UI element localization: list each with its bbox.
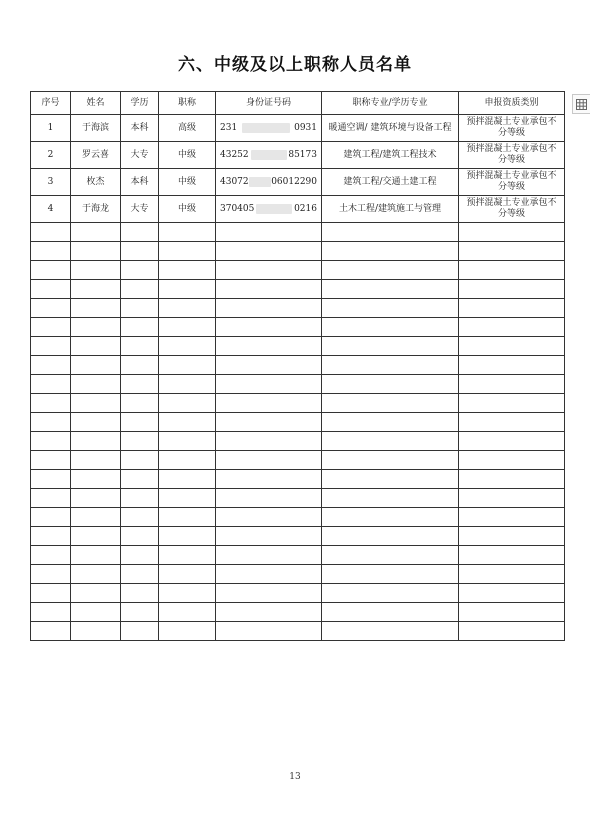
cell-id-number: [216, 115, 322, 142]
blank-cell: [322, 622, 459, 641]
cell-id-number: [216, 196, 322, 223]
blank-cell: [71, 527, 121, 546]
blank-cell: [216, 223, 322, 242]
blank-cell: [71, 584, 121, 603]
blank-cell: [322, 299, 459, 318]
cell-name: 枚杰: [71, 169, 121, 196]
blank-cell: [459, 546, 565, 565]
blank-cell: [31, 584, 71, 603]
cell-major: 建筑工程/交通土建工程: [322, 169, 459, 196]
cell-name: 于海龙: [71, 196, 121, 223]
id-suffix: 06012290: [271, 176, 317, 187]
blank-cell: [459, 603, 565, 622]
blank-cell: [71, 622, 121, 641]
blank-cell: [322, 527, 459, 546]
blank-row: [31, 375, 565, 394]
blank-cell: [159, 584, 216, 603]
cell-title: 中级: [159, 196, 216, 223]
id-suffix: 0931: [294, 122, 317, 133]
blank-cell: [216, 318, 322, 337]
cell-education: 本科: [121, 115, 159, 142]
blank-cell: [71, 470, 121, 489]
id-prefix: 231: [220, 122, 238, 133]
redaction-bar: [251, 150, 287, 160]
blank-cell: [322, 337, 459, 356]
cell-name: 罗云喜: [71, 142, 121, 169]
blank-cell: [71, 394, 121, 413]
blank-cell: [31, 489, 71, 508]
blank-cell: [322, 489, 459, 508]
blank-row: [31, 470, 565, 489]
blank-cell: [159, 470, 216, 489]
blank-cell: [216, 489, 322, 508]
table-body: [31, 115, 565, 641]
blank-row: [31, 622, 565, 641]
blank-cell: [121, 489, 159, 508]
header-education: 学历: [121, 92, 159, 115]
blank-row: [31, 280, 565, 299]
cell-index: 4: [31, 196, 71, 223]
blank-cell: [322, 356, 459, 375]
cell-major: 土木工程/建筑施工与管理: [322, 196, 459, 223]
blank-cell: [121, 603, 159, 622]
blank-cell: [322, 394, 459, 413]
blank-cell: [322, 432, 459, 451]
blank-cell: [459, 451, 565, 470]
blank-cell: [459, 432, 565, 451]
blank-row: [31, 527, 565, 546]
blank-cell: [216, 394, 322, 413]
cell-id-number: [216, 169, 322, 196]
blank-cell: [159, 432, 216, 451]
blank-cell: [71, 261, 121, 280]
cell-title: 中级: [159, 142, 216, 169]
cell-index: 1: [31, 115, 71, 142]
header-qualification: 申报资质类别: [459, 92, 565, 115]
blank-cell: [459, 261, 565, 280]
blank-cell: [322, 603, 459, 622]
blank-cell: [159, 413, 216, 432]
cell-qualification: 预拌混凝土专业承包不分等级: [459, 196, 565, 223]
blank-cell: [322, 508, 459, 527]
blank-cell: [31, 470, 71, 489]
id-prefix: 370405: [220, 203, 255, 214]
blank-cell: [216, 280, 322, 299]
blank-cell: [159, 622, 216, 641]
blank-cell: [322, 470, 459, 489]
blank-row: [31, 394, 565, 413]
blank-cell: [459, 318, 565, 337]
id-suffix: 85173: [288, 149, 317, 160]
blank-cell: [216, 470, 322, 489]
blank-cell: [121, 242, 159, 261]
blank-cell: [159, 375, 216, 394]
blank-cell: [121, 223, 159, 242]
blank-cell: [216, 356, 322, 375]
blank-cell: [31, 318, 71, 337]
blank-cell: [31, 394, 71, 413]
blank-cell: [459, 375, 565, 394]
blank-cell: [31, 337, 71, 356]
cell-education: 大专: [121, 142, 159, 169]
blank-cell: [71, 508, 121, 527]
blank-cell: [216, 451, 322, 470]
blank-cell: [121, 527, 159, 546]
blank-cell: [216, 413, 322, 432]
blank-cell: [216, 546, 322, 565]
blank-cell: [71, 280, 121, 299]
blank-cell: [159, 451, 216, 470]
cell-education: 本科: [121, 169, 159, 196]
blank-cell: [121, 432, 159, 451]
blank-cell: [121, 394, 159, 413]
blank-cell: [322, 451, 459, 470]
cell-major: 暖通空调/ 建筑环境与设备工程: [322, 115, 459, 142]
blank-cell: [322, 375, 459, 394]
blank-cell: [159, 318, 216, 337]
redaction-bar: [249, 177, 272, 187]
blank-cell: [159, 299, 216, 318]
blank-cell: [216, 375, 322, 394]
table-grid-icon[interactable]: [572, 94, 590, 114]
cell-name: 于海滨: [71, 115, 121, 142]
cell-qualification: 预拌混凝土专业承包不分等级: [459, 115, 565, 142]
blank-cell: [159, 508, 216, 527]
blank-cell: [121, 546, 159, 565]
blank-cell: [121, 584, 159, 603]
blank-cell: [121, 356, 159, 375]
blank-cell: [459, 622, 565, 641]
blank-cell: [71, 223, 121, 242]
blank-cell: [159, 261, 216, 280]
blank-row: [31, 432, 565, 451]
blank-cell: [322, 584, 459, 603]
blank-cell: [216, 337, 322, 356]
cell-id-number: [216, 142, 322, 169]
page-number: 13: [289, 772, 301, 782]
blank-cell: [159, 242, 216, 261]
blank-cell: [121, 508, 159, 527]
blank-cell: [71, 375, 121, 394]
blank-row: [31, 299, 565, 318]
page-title: 六、中级及以上职称人员名单: [178, 55, 412, 75]
blank-cell: [71, 356, 121, 375]
header-name: 姓名: [71, 92, 121, 115]
blank-cell: [121, 318, 159, 337]
blank-cell: [71, 603, 121, 622]
redaction-bar: [242, 123, 290, 133]
blank-cell: [216, 584, 322, 603]
table-row: [31, 196, 565, 223]
blank-cell: [31, 413, 71, 432]
table-row: [31, 142, 565, 169]
blank-cell: [216, 261, 322, 280]
blank-cell: [31, 527, 71, 546]
blank-cell: [121, 299, 159, 318]
blank-cell: [216, 603, 322, 622]
blank-cell: [459, 394, 565, 413]
blank-cell: [459, 565, 565, 584]
table-header-row: [31, 92, 565, 115]
blank-cell: [71, 546, 121, 565]
blank-cell: [121, 565, 159, 584]
cell-index: 2: [31, 142, 71, 169]
blank-cell: [216, 622, 322, 641]
blank-cell: [216, 242, 322, 261]
blank-cell: [322, 223, 459, 242]
blank-cell: [322, 318, 459, 337]
blank-row: [31, 603, 565, 622]
blank-cell: [459, 489, 565, 508]
blank-row: [31, 318, 565, 337]
blank-cell: [159, 603, 216, 622]
id-prefix: 43072: [220, 176, 249, 187]
blank-cell: [71, 299, 121, 318]
cell-qualification: 预拌混凝土专业承包不分等级: [459, 142, 565, 169]
blank-cell: [216, 527, 322, 546]
blank-row: [31, 242, 565, 261]
cell-major: 建筑工程/建筑工程技术: [322, 142, 459, 169]
blank-cell: [31, 280, 71, 299]
header-major: 职称专业/学历专业: [322, 92, 459, 115]
table-row: [31, 115, 565, 142]
blank-cell: [216, 565, 322, 584]
blank-cell: [322, 261, 459, 280]
blank-cell: [322, 565, 459, 584]
blank-cell: [31, 546, 71, 565]
blank-cell: [31, 299, 71, 318]
blank-cell: [31, 223, 71, 242]
blank-row: [31, 584, 565, 603]
blank-cell: [71, 318, 121, 337]
personnel-table: [30, 91, 565, 641]
blank-cell: [216, 508, 322, 527]
blank-cell: [459, 470, 565, 489]
blank-cell: [121, 261, 159, 280]
header-index: 序号: [31, 92, 71, 115]
blank-row: [31, 508, 565, 527]
blank-row: [31, 546, 565, 565]
blank-cell: [31, 622, 71, 641]
blank-cell: [71, 432, 121, 451]
blank-row: [31, 356, 565, 375]
blank-cell: [322, 242, 459, 261]
blank-cell: [159, 527, 216, 546]
blank-cell: [121, 337, 159, 356]
blank-cell: [159, 546, 216, 565]
blank-row: [31, 451, 565, 470]
blank-cell: [216, 432, 322, 451]
blank-cell: [322, 546, 459, 565]
blank-cell: [121, 413, 159, 432]
id-prefix: 43252: [220, 149, 249, 160]
blank-cell: [459, 356, 565, 375]
blank-row: [31, 223, 565, 242]
cell-qualification: 预拌混凝土专业承包不分等级: [459, 169, 565, 196]
cell-education: 大专: [121, 196, 159, 223]
blank-cell: [459, 584, 565, 603]
blank-cell: [459, 508, 565, 527]
blank-cell: [159, 565, 216, 584]
blank-cell: [31, 261, 71, 280]
blank-cell: [31, 603, 71, 622]
id-suffix: 0216: [294, 203, 317, 214]
blank-cell: [31, 375, 71, 394]
blank-cell: [459, 413, 565, 432]
cell-index: 3: [31, 169, 71, 196]
table-row: [31, 169, 565, 196]
header-title: 职称: [159, 92, 216, 115]
blank-row: [31, 565, 565, 584]
blank-cell: [121, 280, 159, 299]
blank-cell: [121, 375, 159, 394]
blank-row: [31, 413, 565, 432]
blank-cell: [121, 622, 159, 641]
blank-cell: [459, 337, 565, 356]
blank-cell: [31, 508, 71, 527]
blank-cell: [216, 299, 322, 318]
blank-cell: [459, 242, 565, 261]
blank-row: [31, 261, 565, 280]
blank-cell: [159, 223, 216, 242]
blank-cell: [322, 280, 459, 299]
blank-cell: [71, 451, 121, 470]
blank-cell: [459, 223, 565, 242]
redaction-bar: [256, 204, 292, 214]
blank-cell: [31, 356, 71, 375]
blank-cell: [71, 565, 121, 584]
blank-cell: [459, 527, 565, 546]
blank-cell: [121, 451, 159, 470]
blank-cell: [121, 470, 159, 489]
blank-row: [31, 337, 565, 356]
blank-cell: [31, 242, 71, 261]
blank-cell: [159, 356, 216, 375]
blank-cell: [459, 299, 565, 318]
blank-cell: [71, 489, 121, 508]
cell-title: 中级: [159, 169, 216, 196]
blank-cell: [71, 337, 121, 356]
cell-title: 高级: [159, 115, 216, 142]
blank-cell: [71, 413, 121, 432]
blank-cell: [159, 337, 216, 356]
blank-cell: [159, 489, 216, 508]
blank-cell: [159, 280, 216, 299]
blank-cell: [459, 280, 565, 299]
blank-cell: [71, 242, 121, 261]
blank-cell: [31, 565, 71, 584]
blank-row: [31, 489, 565, 508]
header-id-number: 身份证号码: [216, 92, 322, 115]
blank-cell: [31, 451, 71, 470]
blank-cell: [322, 413, 459, 432]
blank-cell: [31, 432, 71, 451]
blank-cell: [159, 394, 216, 413]
